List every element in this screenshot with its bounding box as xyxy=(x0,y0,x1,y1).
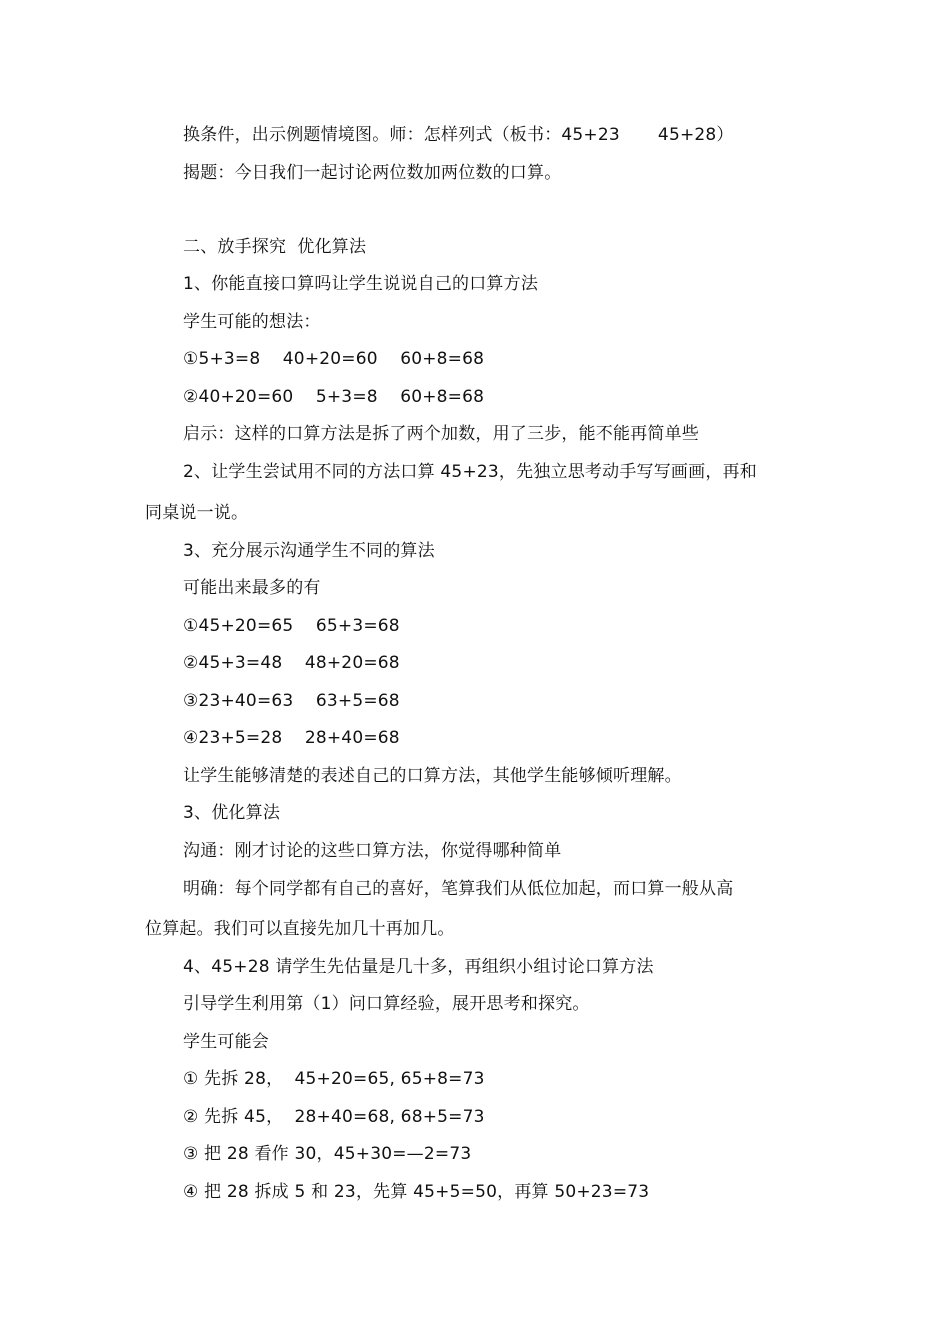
text-line: 2、让学生尝试用不同的方法口算 45+23，先独立思考动手写写画画，再和 xyxy=(183,462,757,482)
text-line: 1、你能直接口算吗让学生说说自己的口算方法 xyxy=(183,274,539,294)
text-line: 学生可能会 xyxy=(183,1032,269,1052)
text-line: 启示：这样的口算方法是拆了两个加数，用了三步，能不能再简单些 xyxy=(183,424,699,444)
text-segment: 45+28） xyxy=(657,125,734,145)
text-line: 3、优化算法 xyxy=(183,803,281,823)
text-line: 学生可能的想法： xyxy=(183,312,321,332)
text-line: ② 先拆 45， 28+40=68, 68+5=73 xyxy=(183,1107,485,1127)
text-line: 同桌说一说。 xyxy=(145,503,249,523)
text-line: ③ 把 28 看作 30，45+30=—2=73 xyxy=(183,1144,472,1164)
text-line: 明确：每个同学都有自己的喜好，笔算我们从低位加起，而口算一般从高 xyxy=(183,879,734,899)
text-line: ④ 把 28 拆成 5 和 23，先算 45+5=50，再算 50+23=73 xyxy=(183,1182,650,1202)
text-line: ②40+20=60 5+3=8 60+8=68 xyxy=(183,387,485,407)
text-line: 让学生能够清楚的表述自己的口算方法，其他学生能够倾听理解。 xyxy=(183,766,682,786)
text-line: ① 先拆 28， 45+20=65, 65+8=73 xyxy=(183,1069,485,1089)
section-heading: 二、放手探究 优化算法 xyxy=(183,237,367,257)
text-line: 揭题：今日我们一起讨论两位数加两位数的口算。 xyxy=(183,163,562,183)
text-line: 引导学生利用第（1）问口算经验，展开思考和探究。 xyxy=(183,994,590,1014)
text-line xyxy=(183,123,734,147)
text-line: 位算起。我们可以直接先加几十再加几。 xyxy=(145,919,455,939)
text-line: ④23+5=28 28+40=68 xyxy=(183,728,400,748)
text-line: ①5+3=8 40+20=60 60+8=68 xyxy=(183,349,485,369)
text-line: 3、充分展示沟通学生不同的算法 xyxy=(183,541,435,561)
text-line: 沟通：刚才讨论的这些口算方法，你觉得哪种简单 xyxy=(183,841,562,861)
text-line: 可能出来最多的有 xyxy=(183,578,321,598)
text-line: ②45+3=48 48+20=68 xyxy=(183,653,400,673)
text-line: ③23+40=63 63+5=68 xyxy=(183,691,400,711)
text-segment: 换条件，出示例题情境图。师：怎样列式（板书：45+23 xyxy=(183,125,620,145)
text-line: ①45+20=65 65+3=68 xyxy=(183,616,400,636)
text-line: 4、45+28 请学生先估量是几十多，再组织小组讨论口算方法 xyxy=(183,957,654,977)
